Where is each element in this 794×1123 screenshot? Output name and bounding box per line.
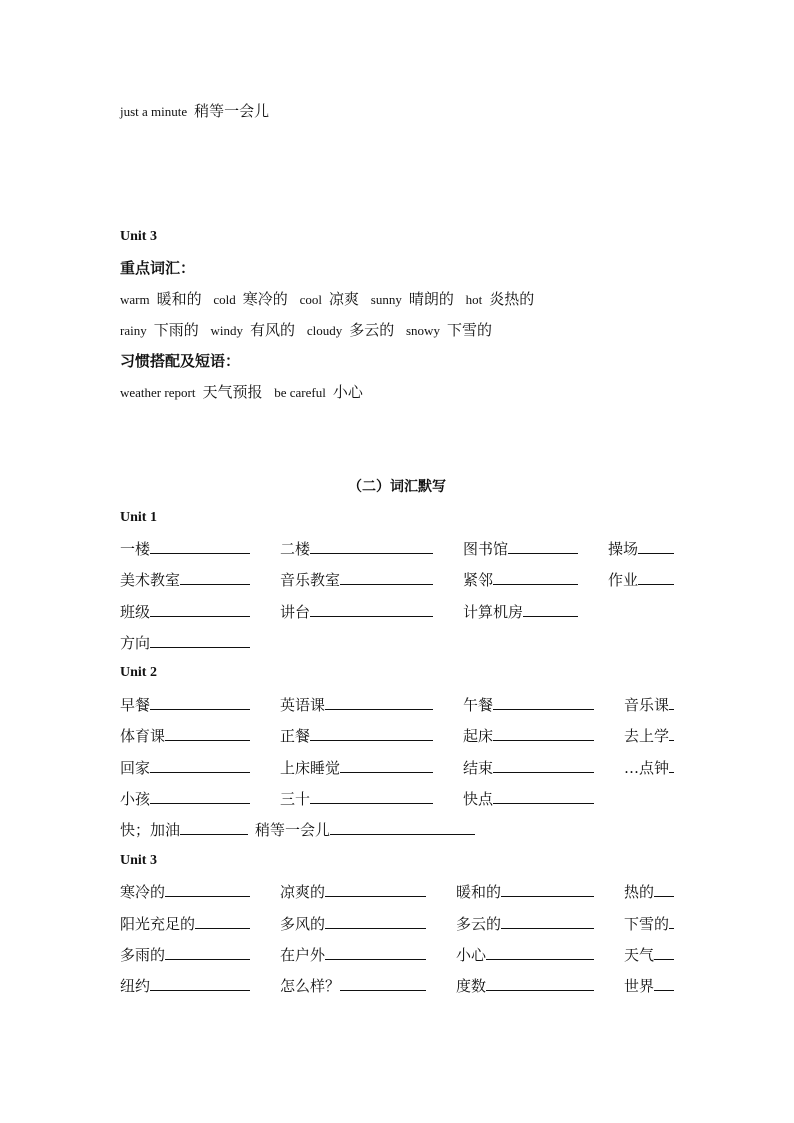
vocab-zh: 寒冷的: [242, 290, 288, 308]
answer-blank[interactable]: [669, 913, 674, 929]
vocab-en: cool: [299, 292, 322, 307]
vocab-heading: 重点词汇：: [120, 259, 196, 277]
vocab-zh: 暖和的: [156, 290, 202, 308]
dictation-item: [120, 881, 250, 902]
answer-blank[interactable]: [493, 725, 594, 741]
dictation-word: 音乐教室: [280, 571, 341, 589]
answer-blank[interactable]: [310, 538, 433, 554]
answer-blank[interactable]: [150, 601, 250, 617]
dictation-item: [608, 538, 674, 559]
dictation-word: 凉爽的: [280, 883, 326, 901]
dictation-word: 暖和的: [456, 883, 502, 901]
vocab-zh: 炎热的: [489, 290, 535, 308]
answer-blank[interactable]: [150, 788, 250, 804]
answer-blank[interactable]: [523, 601, 578, 617]
answer-blank[interactable]: [486, 975, 594, 991]
dictation-word: 正餐: [280, 727, 311, 745]
dictation-item: [463, 694, 594, 715]
dictation-item: [120, 569, 250, 590]
vocab-en: snowy: [406, 323, 440, 338]
dictation-row: [0, 975, 674, 997]
dictation-word: 纽约: [120, 977, 151, 995]
dictation-row: [0, 819, 674, 841]
answer-blank[interactable]: [638, 569, 674, 585]
dictation-word: 快点: [463, 790, 494, 808]
dictation-item: [120, 944, 250, 965]
unit3-notes-title: Unit 3: [120, 229, 157, 244]
dictation-row: [0, 694, 674, 716]
answer-blank[interactable]: [325, 694, 433, 710]
dictation-item: [120, 601, 250, 622]
answer-blank[interactable]: [150, 538, 250, 554]
dictation-word: 图书馆: [463, 540, 509, 558]
dictation-word: 多雨的: [120, 946, 166, 964]
dictation-word: 讲台: [280, 603, 311, 621]
dictation-word: 度数: [456, 977, 487, 995]
dictation-item: [456, 881, 594, 902]
dictation-item: [280, 757, 433, 778]
vocab-en: cloudy: [306, 323, 343, 338]
dictation-item: [456, 975, 594, 996]
vocab-en: windy: [210, 323, 244, 338]
dictation-word: 起床: [463, 727, 494, 745]
dictation-word: 阳光充足的: [120, 915, 196, 933]
answer-blank[interactable]: [310, 601, 433, 617]
answer-blank[interactable]: [501, 881, 594, 897]
dictation-item: [120, 913, 250, 934]
dictation-word: 上床睡觉: [280, 759, 341, 777]
dictation-word: 在户外: [280, 946, 326, 964]
answer-blank[interactable]: [493, 569, 578, 585]
dictation-row: [0, 757, 674, 779]
dictation-word: 世界: [624, 977, 655, 995]
answer-blank[interactable]: [340, 569, 433, 585]
dictation-item: [280, 944, 426, 965]
dictation-word: 三十: [280, 790, 311, 808]
dictation-item: [463, 725, 594, 746]
answer-blank[interactable]: [340, 975, 426, 991]
answer-blank[interactable]: [638, 538, 674, 554]
vocab-zh: 多云的: [349, 321, 395, 339]
answer-blank[interactable]: [654, 975, 674, 991]
dictation-item: [463, 569, 578, 590]
dictation-item: [280, 694, 433, 715]
answer-blank[interactable]: [340, 757, 433, 773]
dictation-word: 结束: [463, 759, 494, 777]
dictation-item: [120, 975, 250, 996]
phrase-en: be careful: [274, 385, 326, 400]
dictation-item: [463, 601, 578, 622]
dictation-item: [120, 788, 250, 809]
phrase-en: weather report: [120, 385, 196, 400]
dictation-item: [624, 725, 674, 746]
dictation-word: 操场: [608, 540, 639, 558]
vocab-zh: 凉爽: [328, 290, 359, 308]
dictation-item: [120, 757, 250, 778]
dictation-item: [624, 975, 674, 996]
dictation-word: 多云的: [456, 915, 502, 933]
dictation-word: 下雪的: [624, 915, 670, 933]
dictation-item: [624, 913, 674, 934]
dictation-item: [120, 725, 250, 746]
dictation-item: [280, 538, 433, 559]
vocab-en: cold: [213, 292, 236, 307]
dictation-unit-title: Unit 3: [120, 853, 157, 868]
dictation-word: 美术教室: [120, 571, 181, 589]
answer-blank[interactable]: [330, 819, 475, 835]
phrases-line: [120, 382, 363, 403]
answer-blank[interactable]: [486, 944, 594, 960]
dictation-row: [0, 881, 674, 903]
answer-blank[interactable]: [325, 944, 426, 960]
dictation-word: 作业: [608, 571, 639, 589]
dictation-item: [624, 944, 674, 965]
vocab-zh: 有风的: [250, 321, 296, 339]
dictation-item: [280, 975, 426, 996]
section-title: （二）词汇默写: [348, 479, 446, 495]
answer-blank[interactable]: [150, 757, 250, 773]
dictation-item: [280, 913, 426, 934]
answer-blank[interactable]: [180, 819, 248, 835]
answer-blank[interactable]: [165, 944, 250, 960]
answer-blank[interactable]: [310, 788, 433, 804]
dictation-word: 稍等一会儿: [255, 821, 331, 839]
answer-blank[interactable]: [325, 913, 426, 929]
dictation-item: [463, 788, 594, 809]
dictation-word: 体育课: [120, 727, 166, 745]
vocab-en: warm: [120, 292, 150, 307]
vocab-line-2: [120, 320, 492, 341]
dictation-item: [280, 601, 433, 622]
dictation-word: 怎么样？: [280, 977, 341, 995]
vocab-line-1: [120, 289, 534, 310]
answer-blank[interactable]: [165, 881, 250, 897]
answer-blank[interactable]: [310, 725, 433, 741]
phrase-en: just a minute: [120, 104, 188, 119]
answer-blank[interactable]: [493, 694, 594, 710]
dictation-row: [0, 601, 674, 623]
dictation-unit-title: Unit 1: [120, 510, 157, 525]
dictation-word: 方向: [120, 634, 151, 652]
answer-blank[interactable]: [669, 757, 674, 773]
dictation-word: 音乐课: [624, 696, 670, 714]
dictation-word: 午餐: [463, 696, 494, 714]
answer-blank[interactable]: [165, 725, 250, 741]
dictation-item: [624, 694, 674, 715]
dictation-item: [120, 632, 250, 653]
dictation-item: [280, 881, 426, 902]
dictation-word: 计算机房: [463, 603, 524, 621]
dictation-row: [0, 788, 674, 810]
dictation-word: 回家: [120, 759, 151, 777]
answer-blank[interactable]: [150, 632, 250, 648]
dictation-row: [0, 632, 674, 654]
dictation-row: [0, 538, 674, 560]
dictation-row: [0, 944, 674, 966]
phrase-just-a-minute: [120, 101, 269, 122]
dictation-word: 一楼: [120, 540, 151, 558]
dictation-item: [624, 881, 674, 902]
dictation-item: [255, 819, 475, 840]
dictation-word: 小孩: [120, 790, 151, 808]
dictation-word: 天气: [624, 946, 655, 964]
dictation-word: 热的: [624, 883, 655, 901]
dictation-row: [0, 725, 674, 747]
dictation-word: 寒冷的: [120, 883, 166, 901]
answer-blank[interactable]: [669, 725, 674, 741]
dictation-unit-title: Unit 2: [120, 665, 157, 680]
dictation-item: [456, 944, 594, 965]
answer-blank[interactable]: [195, 913, 250, 929]
answer-blank[interactable]: [654, 881, 674, 897]
vocab-zh: 下雨的: [153, 321, 199, 339]
dictation-word: 去上学: [624, 727, 670, 745]
dictation-word: 小心: [456, 946, 487, 964]
dictation-item: [456, 913, 594, 934]
dictation-item: [120, 694, 250, 715]
vocab-zh: 晴朗的: [408, 290, 454, 308]
dictation-word: 英语课: [280, 696, 326, 714]
dictation-word: 早餐: [120, 696, 151, 714]
dictation-item: [120, 538, 250, 559]
dictation-item: [463, 538, 578, 559]
vocab-en: sunny: [370, 292, 402, 307]
vocab-en: hot: [465, 292, 483, 307]
dictation-row: [0, 569, 674, 591]
vocab-zh: 下雪的: [446, 321, 492, 339]
answer-blank[interactable]: [325, 881, 426, 897]
dictation-word: 二楼: [280, 540, 311, 558]
dictation-item: [280, 788, 433, 809]
dictation-item: [120, 819, 248, 840]
phrases-heading: 习惯搭配及短语：: [120, 352, 241, 370]
dictation-item: [624, 757, 674, 778]
answer-blank[interactable]: [180, 569, 250, 585]
answer-blank[interactable]: [150, 694, 250, 710]
phrase-zh: 稍等一会儿: [194, 102, 270, 120]
dictation-row: [0, 913, 674, 935]
answer-blank[interactable]: [501, 913, 594, 929]
answer-blank[interactable]: [669, 694, 674, 710]
dictation-item: [280, 725, 433, 746]
dictation-item: [608, 569, 674, 590]
dictation-word: 班级: [120, 603, 151, 621]
answer-blank[interactable]: [150, 975, 250, 991]
dictation-item: [280, 569, 433, 590]
phrase-zh: 小心: [332, 383, 363, 401]
dictation-word: 多风的: [280, 915, 326, 933]
dictation-word: 紧邻: [463, 571, 494, 589]
dictation-item: [463, 757, 594, 778]
dictation-word: 快；加油: [120, 821, 181, 839]
answer-blank[interactable]: [654, 944, 674, 960]
dictation-word: …点钟: [624, 759, 670, 777]
vocab-en: rainy: [120, 323, 147, 338]
answer-blank[interactable]: [493, 757, 594, 773]
answer-blank[interactable]: [508, 538, 578, 554]
answer-blank[interactable]: [493, 788, 594, 804]
phrase-zh: 天气预报: [202, 383, 263, 401]
